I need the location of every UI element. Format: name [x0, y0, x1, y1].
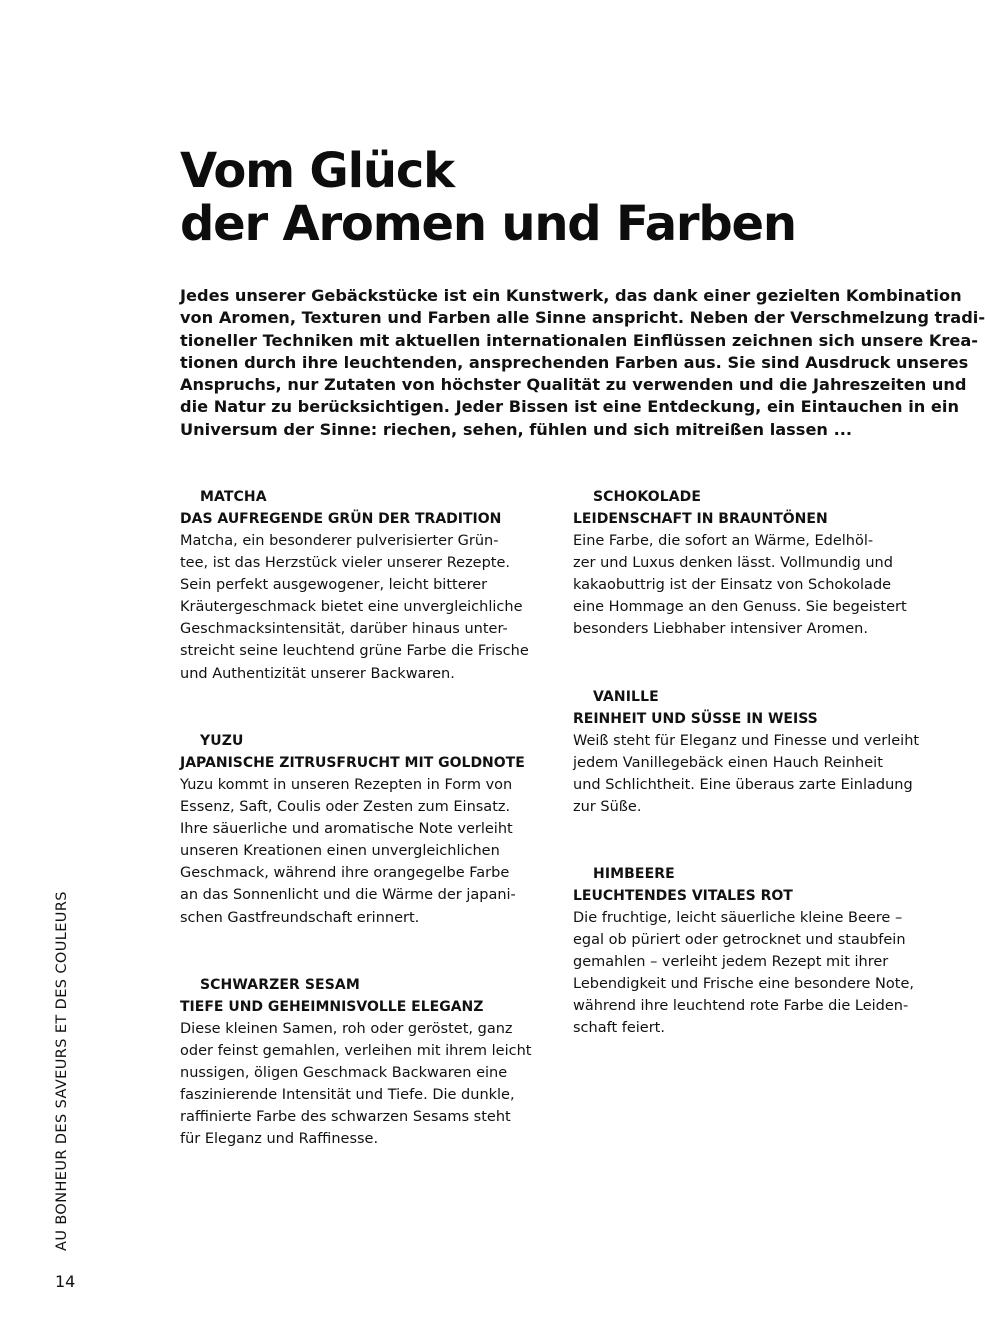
- body-line: faszinierende Intensität und Tiefe. Die dunkle,: [180, 1087, 515, 1104]
- body-line: oder feinst gemahlen, verleihen mit ihrem leicht: [180, 1043, 532, 1060]
- body-line: Diese kleinen Samen, roh oder geröstet, ganz: [180, 1021, 513, 1037]
- body-line: für Eleganz und Raffinesse.: [180, 1131, 379, 1148]
- body-line: während ihre leuchtend rote Farbe die Leiden-: [573, 998, 909, 1015]
- intro-line: Anspruchs, nur Zutaten von höchster Qualität zu verwenden und die Jahreszeiten und: [180, 375, 967, 395]
- body-line: Lebendigkeit und Frische eine besondere Note,: [573, 976, 914, 993]
- body-line: Geschmacksintensität, darüber hinaus unter-: [180, 621, 508, 638]
- body-line: Matcha, ein besonderer pulverisierter Grün-: [180, 533, 499, 549]
- intro-paragraph: [180, 285, 985, 441]
- body-line: zer und Luxus denken lässt. Vollmundig und: [573, 555, 893, 572]
- body-line: eine Hommage an den Genuss. Sie begeistert: [573, 599, 907, 616]
- page-title: [180, 145, 940, 251]
- section-subhead: JAPANISCHE ZITRUSFRUCHT MIT GOLDNOTE: [180, 755, 525, 771]
- body-line: Yuzu kommt in unseren Rezepten in Form von: [180, 777, 513, 793]
- section-schwarzer-sesam: [180, 974, 540, 1151]
- body-line: Die fruchtige, leicht säuerliche kleine Beere –: [573, 910, 903, 926]
- intro-line: die Natur zu berücksichtigen. Jeder Bissen ist eine Entdeckung, ein Eintauchen in ein: [180, 397, 959, 417]
- body-line: tee, ist das Herzstück vieler unserer Rezepte.: [180, 555, 511, 572]
- section-vanille: [573, 686, 933, 818]
- body-line: und Schlichtheit. Eine überaus zarte Einladung: [573, 777, 913, 794]
- section-subhead: LEUCHTENDES VITALES ROT: [573, 888, 793, 904]
- running-title: AU BONHEUR DES SAVEURS ET DES COULEURS: [54, 891, 70, 1251]
- section-body: [180, 774, 540, 929]
- section-body: [180, 530, 540, 685]
- body-line: jedem Vanillegebäck einen Hauch Reinheit: [573, 755, 883, 772]
- section-body: [573, 530, 933, 640]
- intro-line: von Aromen, Texturen und Farben alle Sinne anspricht. Neben der Verschmelzung tradi-: [180, 308, 985, 328]
- section-yuzu: [180, 730, 540, 929]
- body-line: an das Sonnenlicht und die Wärme der japani-: [180, 887, 516, 904]
- body-line: Weiß steht für Eleganz und Finesse und verleiht: [573, 733, 920, 749]
- section-schokolade: [573, 486, 933, 640]
- body-line: Kräutergeschmack bietet eine unvergleichliche: [180, 599, 523, 616]
- body-line: Essenz, Saft, Coulis oder Zesten zum Einsatz.: [180, 799, 511, 816]
- body-line: Geschmack, während ihre orangegelbe Farbe: [180, 865, 510, 882]
- body-line: Sein perfekt ausgewogener, leicht bitterer: [180, 577, 488, 594]
- section-subhead: LEIDENSCHAFT IN BRAUNTÖNEN: [573, 511, 828, 527]
- body-line: Eine Farbe, die sofort an Wärme, Edelhöl-: [573, 533, 874, 549]
- body-line: kakaobuttrig ist der Einsatz von Schokolade: [573, 577, 892, 594]
- body-line: Ihre säuerliche und aromatische Note verleiht: [180, 821, 513, 838]
- body-line: und Authentizität unserer Backwaren.: [180, 665, 455, 682]
- page-number: 14: [55, 1272, 76, 1291]
- section-kicker: SCHOKOLADE: [593, 489, 702, 505]
- section-body: [573, 907, 933, 1040]
- body-line: zur Süße.: [573, 799, 642, 816]
- section-kicker: MATCHA: [200, 489, 267, 505]
- section-matcha: [180, 486, 540, 685]
- section-kicker: HIMBEERE: [593, 866, 675, 882]
- body-line: schen Gastfreundschaft erinnert.: [180, 909, 420, 926]
- body-line: besonders Liebhaber intensiver Aromen.: [573, 621, 868, 638]
- section-kicker: YUZU: [200, 733, 244, 749]
- section-subhead: REINHEIT UND SÜSSE IN WEISS: [573, 711, 818, 727]
- intro-line: tionen durch ihre leuchtenden, ansprechenden Farben aus. Sie sind Ausdruck unseres: [180, 352, 969, 372]
- intro-line: tioneller Techniken mit aktuellen internationalen Einflüssen zeichnen sich unsere Krea-: [180, 330, 978, 350]
- section-body: [180, 1018, 540, 1151]
- title-line: Vom Glück: [180, 143, 454, 199]
- section-kicker: SCHWARZER SESAM: [200, 977, 360, 993]
- section-subhead: TIEFE UND GEHEIMNISVOLLE ELEGANZ: [180, 999, 484, 1015]
- body-line: egal ob püriert oder getrocknet und staubfein: [573, 932, 906, 949]
- body-line: gemahlen – verleiht jedem Rezept mit ihrer: [573, 954, 889, 971]
- title-line: der Aromen und Farben: [180, 196, 796, 252]
- intro-line: Universum der Sinne: riechen, sehen, fühlen und sich mitreißen lassen ...: [180, 419, 853, 439]
- section-body: [573, 730, 933, 818]
- body-line: raffinierte Farbe des schwarzen Sesams steht: [180, 1109, 511, 1126]
- section-himbeere: [573, 863, 933, 1040]
- body-line: schaft feiert.: [573, 1020, 665, 1037]
- section-kicker: VANILLE: [593, 689, 659, 705]
- body-line: unseren Kreationen einen unvergleichlichen: [180, 843, 500, 860]
- intro-line: Jedes unserer Gebäckstücke ist ein Kunstwerk, das dank einer gezielten Kombination: [180, 286, 962, 305]
- body-line: nussigen, öligen Geschmack Backwaren eine: [180, 1065, 508, 1082]
- body-line: streicht seine leuchtend grüne Farbe die Frische: [180, 643, 529, 660]
- section-subhead: DAS AUFREGENDE GRÜN DER TRADITION: [180, 511, 502, 527]
